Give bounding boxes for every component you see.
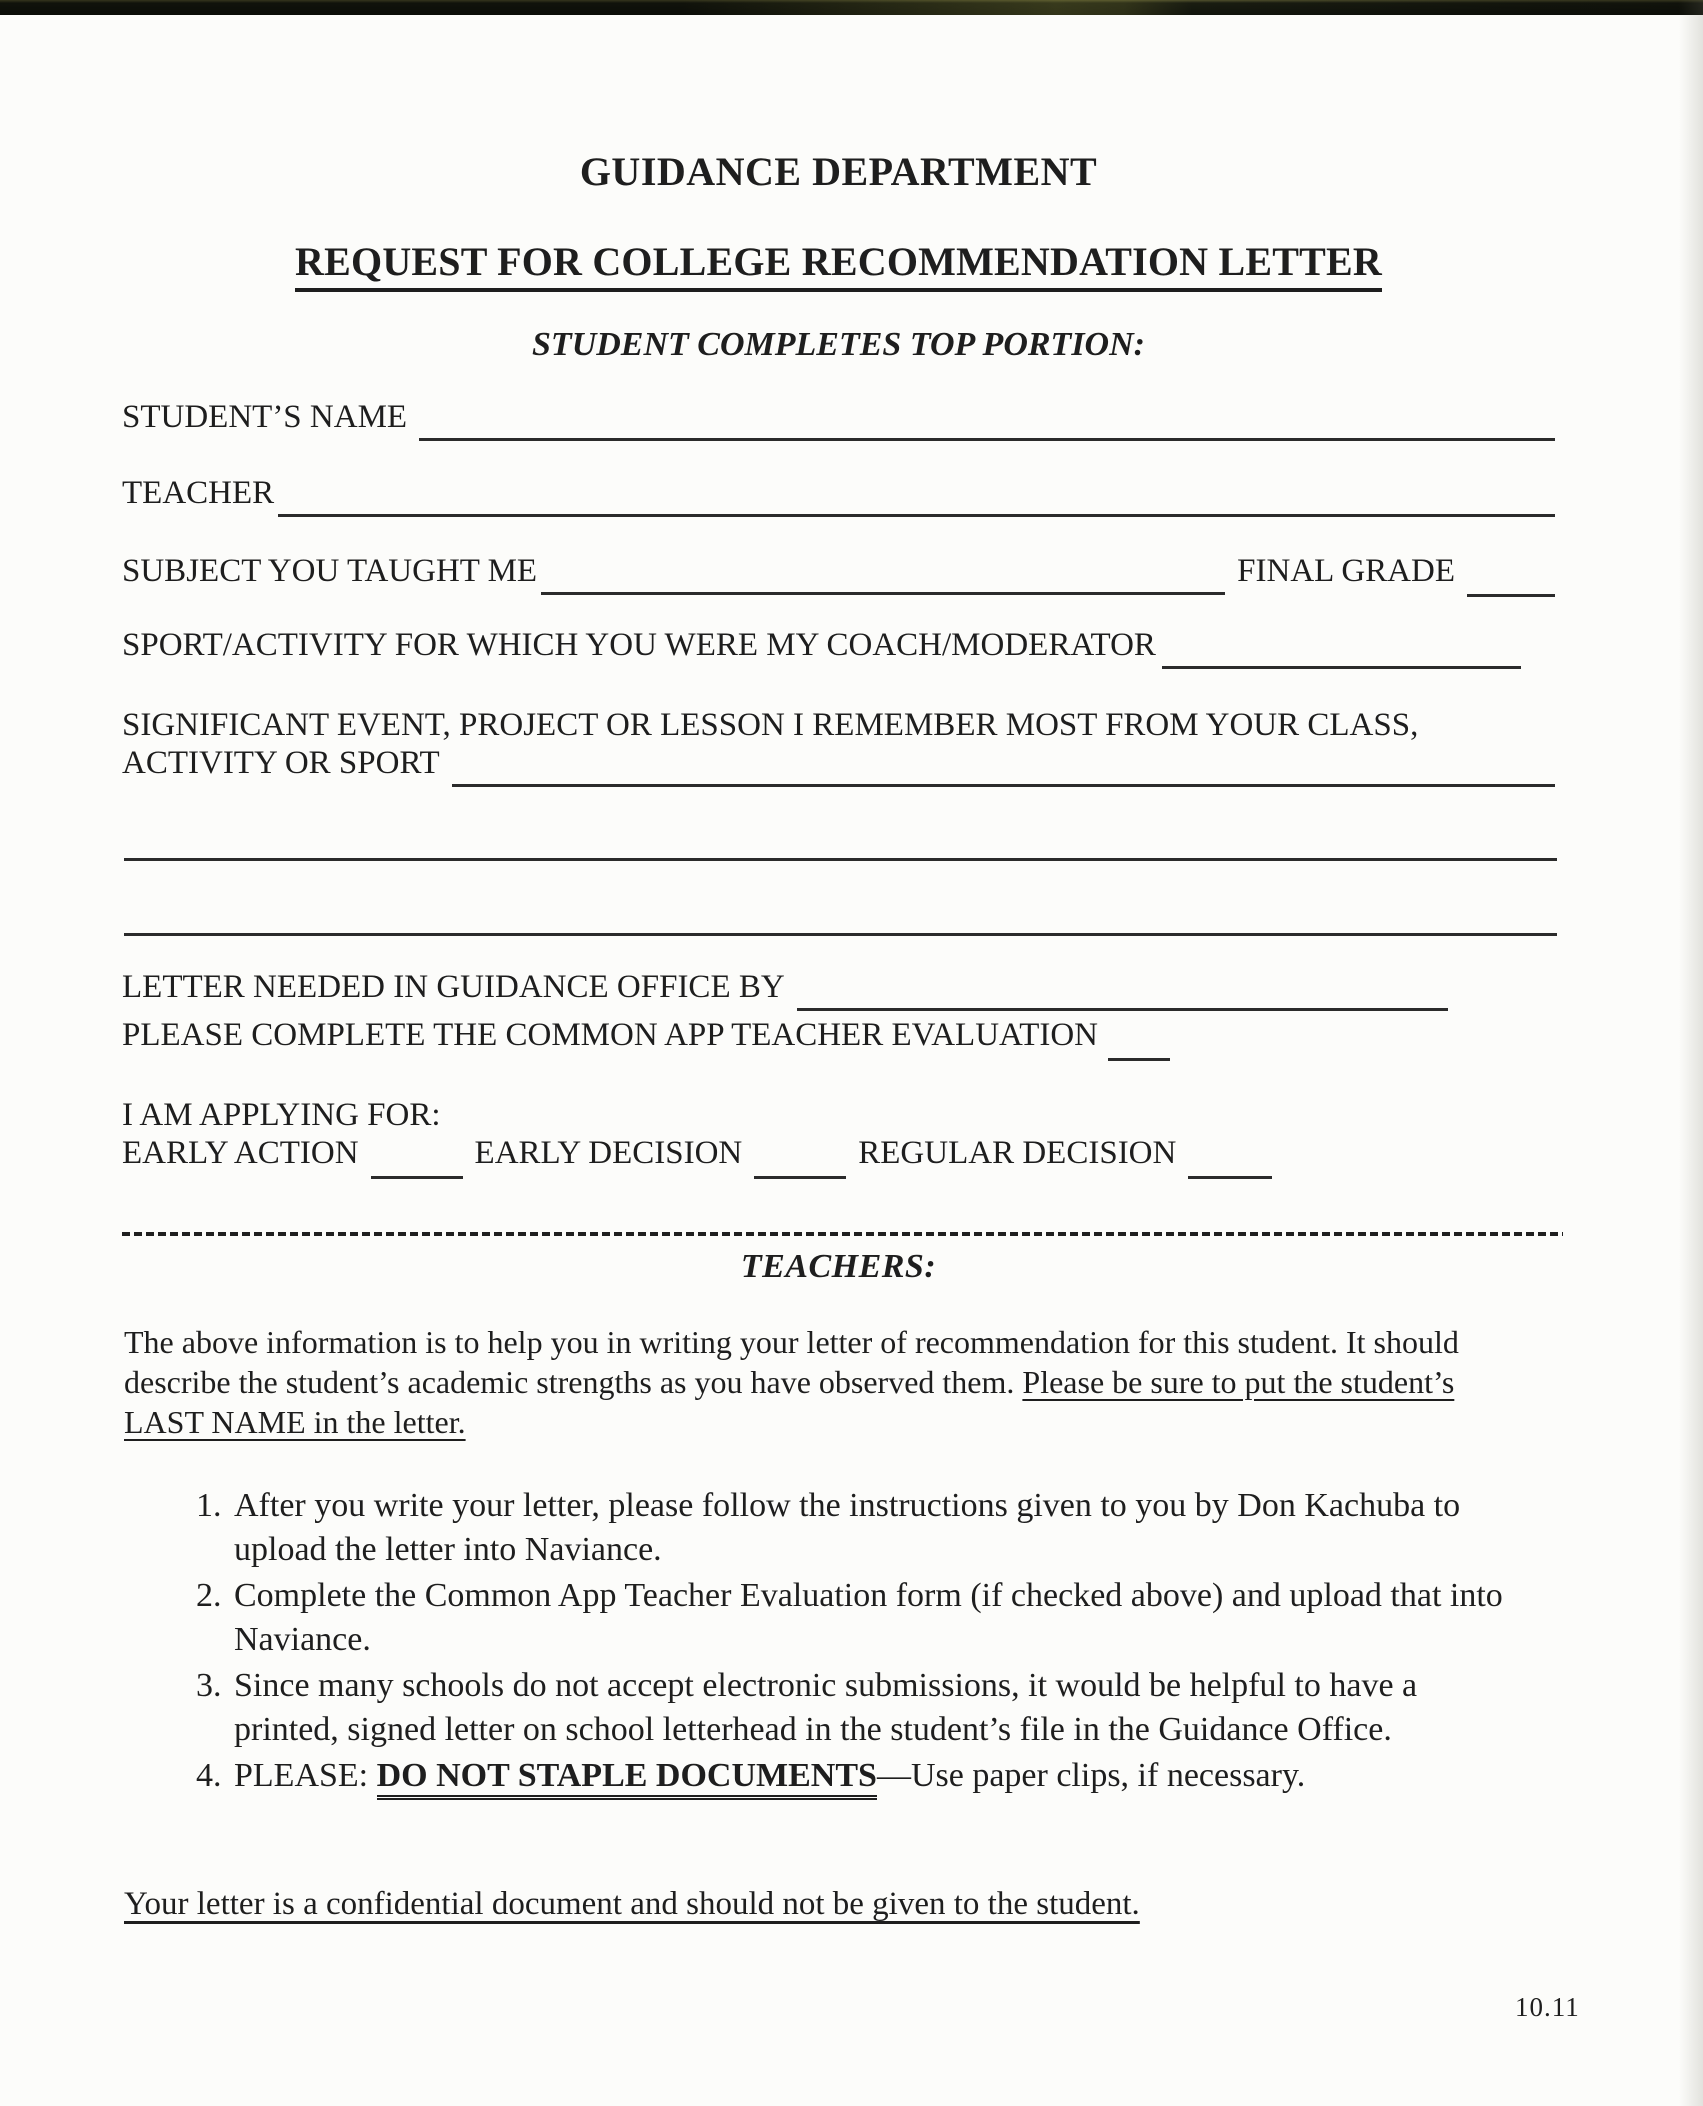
instruction-item-1: 1. After you write your letter, please follow the instructions given to you by Don Kachuba to upload the letter into Naviance. [230,1484,1514,1572]
sport-activity-row [122,626,1521,664]
student-name-label: STUDENT’S NAME [122,399,408,435]
extra-blank-line-2 [124,893,1557,936]
letter-needed-label: LETTER NEEDED IN GUIDANCE OFFICE BY [122,969,785,1005]
applying-for-label: I AM APPLYING FOR: [122,1097,441,1133]
instruction-item-4 [230,1754,1514,1798]
common-app-blank-line [1108,1058,1170,1061]
early-action-blank-line [371,1176,463,1179]
scanner-edge-band [0,0,1703,15]
letter-needed-blank-line [797,1008,1448,1011]
subject-label: SUBJECT YOU TAUGHT ME [122,553,538,589]
instruction-4-prefix: PLEASE: [234,1757,377,1794]
sport-activity-label: SPORT/ACTIVITY FOR WHICH YOU WERE MY COACH/MODERATOR [122,627,1156,663]
subject-row [122,552,1555,590]
teacher-label: TEACHER [122,475,275,511]
teachers-intro-text: The above information is to help you in writing your letter of recommendation for this student. It should describe the student’s academic strengths as you have observed them. [124,1324,1459,1400]
teacher-blank-line [278,514,1555,517]
decision-row [122,1134,1555,1172]
significant-event-row [122,744,1555,782]
final-grade-label: FINAL GRADE [1237,553,1455,589]
teacher-row [122,474,1555,512]
revision-code: 10.11 [1515,1992,1580,2022]
early-decision-label: EARLY DECISION [474,1135,743,1171]
subject-blank-line [541,592,1225,595]
department-title: GUIDANCE DEPARTMENT [579,149,1098,194]
significant-event-blank-line [452,784,1555,787]
student-name-blank-line [419,438,1555,441]
instruction-item-2: 2. Complete the Common App Teacher Evaluation form (if checked above) and upload that into Naviance. [230,1574,1514,1662]
section-divider [122,1232,1563,1236]
extra-blank-line-1 [124,818,1557,861]
instruction-item-3: 3. Since many schools do not accept electronic submissions, it would be helpful to have a printed, signed letter on school letterhead in the student’s file in the Guidance Office. [230,1664,1514,1752]
form-title [122,238,1555,285]
do-not-staple-emphasis: DO NOT STAPLE DOCUMENTS [377,1757,877,1800]
sport-activity-blank-line [1162,666,1521,669]
instruction-4-suffix: —Use paper clips, if necessary. [876,1757,1306,1794]
early-action-label: EARLY ACTION [122,1135,359,1171]
early-decision-blank-line [754,1176,846,1179]
letter-needed-row [122,968,1448,1006]
significant-event-label-line1: SIGNIFICANT EVENT, PROJECT OR LESSON I REMEMBER MOST FROM YOUR CLASS, [122,707,1419,743]
final-grade-blank-line [1467,594,1555,597]
regular-decision-blank-line [1188,1176,1272,1179]
confidential-note: Your letter is a confidential document and should not be given to the student. [124,1886,1140,1922]
paper-edge-shadow [1679,0,1703,2106]
significant-event-label-line2: ACTIVITY OR SPORT [122,745,440,781]
teachers-intro-underlined: Please be sure to put the student’s LAST NAME in the letter. [124,1364,1455,1440]
student-name-row [122,398,1555,436]
teacher-instructions-list [122,1484,1620,1800]
teachers-heading: TEACHERS: [740,1248,937,1285]
teachers-intro [124,1322,1539,1442]
common-app-row [122,1016,1555,1054]
regular-decision-label: REGULAR DECISION [858,1135,1177,1171]
student-portion-heading: STUDENT COMPLETES TOP PORTION: [532,326,1145,363]
common-app-label: PLEASE COMPLETE THE COMMON APP TEACHER EVALUATION [122,1017,1099,1053]
form-title-text: REQUEST FOR COLLEGE RECOMMENDATION LETTER [295,239,1382,292]
